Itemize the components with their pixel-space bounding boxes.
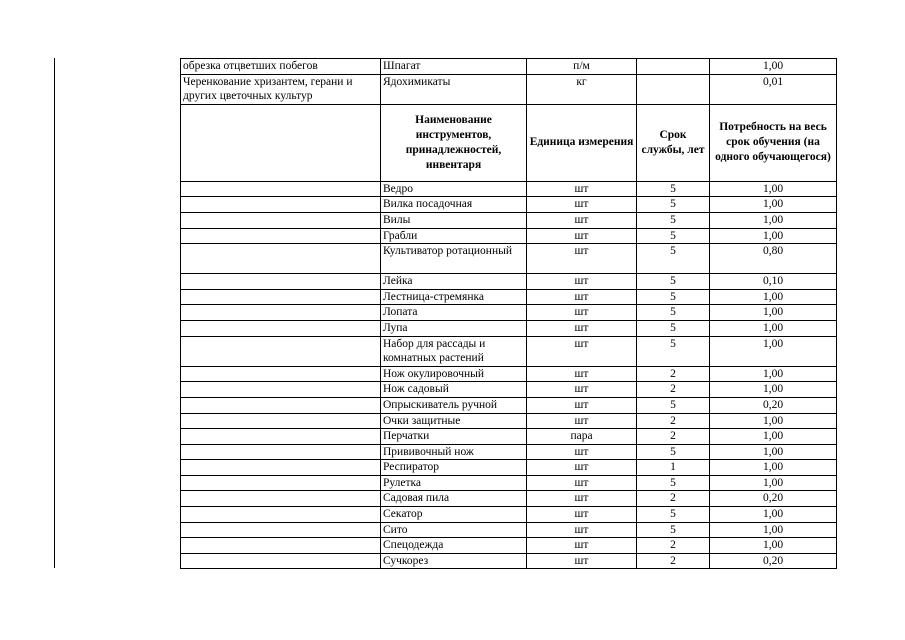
header-need: Потребность на весь срок обучения (на одного обучающегося) <box>710 104 837 181</box>
life-cell: 5 <box>637 336 710 366</box>
life-cell: 5 <box>637 444 710 460</box>
unit-cell: п/м <box>527 59 637 75</box>
need-cell: 1,00 <box>710 228 837 244</box>
life-cell: 2 <box>637 413 710 429</box>
item-name-cell: Сито <box>381 522 527 538</box>
life-cell: 5 <box>637 289 710 305</box>
item-name-cell: Очки защитные <box>381 413 527 429</box>
table-row <box>181 274 837 290</box>
item-name-cell: Респиратор <box>381 460 527 476</box>
need-cell: 0,20 <box>710 491 837 507</box>
life-cell: 2 <box>637 491 710 507</box>
life-cell: 1 <box>637 460 710 476</box>
unit-cell: шт <box>527 522 637 538</box>
item-name-cell: Лестница-стремянка <box>381 289 527 305</box>
item-name-cell: Рулетка <box>381 475 527 491</box>
table-header-row <box>181 104 837 181</box>
table-row <box>181 228 837 244</box>
unit-cell: шт <box>527 413 637 429</box>
need-cell: 1,00 <box>710 460 837 476</box>
table-row <box>181 522 837 538</box>
work-cell <box>181 382 381 398</box>
unit-cell: шт <box>527 197 637 213</box>
table-row <box>181 244 837 274</box>
work-cell <box>181 289 381 305</box>
work-cell <box>181 305 381 321</box>
unit-cell: шт <box>527 366 637 382</box>
life-cell: 2 <box>637 538 710 554</box>
work-cell <box>181 212 381 228</box>
life-cell: 5 <box>637 212 710 228</box>
unit-cell: шт <box>527 228 637 244</box>
need-cell: 1,00 <box>710 336 837 366</box>
item-name-cell: Набор для рассады и комнатных растений <box>381 336 527 366</box>
life-cell: 5 <box>637 305 710 321</box>
unit-cell: шт <box>527 553 637 569</box>
item-name-cell: Культиватор ротационный <box>381 244 527 274</box>
need-cell: 1,00 <box>710 289 837 305</box>
life-cell: 5 <box>637 507 710 523</box>
unit-cell: шт <box>527 444 637 460</box>
item-name-cell: Вилка посадочная <box>381 197 527 213</box>
table-row <box>181 197 837 213</box>
table-row <box>181 181 837 197</box>
unit-cell: пара <box>527 429 637 445</box>
table-row <box>181 212 837 228</box>
need-cell: 1,00 <box>710 382 837 398</box>
item-name-cell: Лейка <box>381 274 527 290</box>
need-cell: 1,00 <box>710 444 837 460</box>
need-cell: 0,10 <box>710 274 837 290</box>
empty-header-cell <box>181 104 381 181</box>
life-cell: 2 <box>637 366 710 382</box>
unit-cell: шт <box>527 336 637 366</box>
header-name: Наименование инструментов, принадлежностей, инвентаря <box>381 104 527 181</box>
table-row <box>181 366 837 382</box>
life-cell: 5 <box>637 397 710 413</box>
need-cell: 0,20 <box>710 553 837 569</box>
need-cell: 1,00 <box>710 59 837 75</box>
life-cell: 5 <box>637 320 710 336</box>
equipment-table <box>180 58 837 569</box>
item-name-cell: Нож окулировочный <box>381 366 527 382</box>
need-cell: 1,00 <box>710 181 837 197</box>
need-cell: 0,80 <box>710 244 837 274</box>
item-name-cell: Ведро <box>381 181 527 197</box>
unit-cell: шт <box>527 212 637 228</box>
table-row <box>181 320 837 336</box>
need-cell: 1,00 <box>710 366 837 382</box>
need-cell: 1,00 <box>710 429 837 445</box>
life-cell: 2 <box>637 429 710 445</box>
need-cell: 1,00 <box>710 197 837 213</box>
unit-cell: шт <box>527 320 637 336</box>
item-name-cell: Шпагат <box>381 59 527 75</box>
need-cell: 1,00 <box>710 538 837 554</box>
work-cell <box>181 553 381 569</box>
header-unit: Единица измерения <box>527 104 637 181</box>
header-life: Срок службы, лет <box>637 104 710 181</box>
item-name-cell: Садовая пила <box>381 491 527 507</box>
unit-cell: шт <box>527 475 637 491</box>
table-row <box>181 538 837 554</box>
work-cell <box>181 444 381 460</box>
item-name-cell: Лупа <box>381 320 527 336</box>
need-cell: 1,00 <box>710 212 837 228</box>
item-name-cell: Сучкорез <box>381 553 527 569</box>
need-cell: 1,00 <box>710 522 837 538</box>
table-row <box>181 289 837 305</box>
item-name-cell: Ядохимикаты <box>381 74 527 104</box>
life-cell <box>637 59 710 75</box>
table-row <box>181 444 837 460</box>
work-cell <box>181 522 381 538</box>
unit-cell: шт <box>527 397 637 413</box>
unit-cell: шт <box>527 274 637 290</box>
life-cell: 2 <box>637 382 710 398</box>
work-cell <box>181 244 381 274</box>
unit-cell: кг <box>527 74 637 104</box>
table-row <box>181 475 837 491</box>
life-cell: 2 <box>637 553 710 569</box>
work-cell <box>181 197 381 213</box>
life-cell: 5 <box>637 228 710 244</box>
table-row <box>181 305 837 321</box>
unit-cell: шт <box>527 460 637 476</box>
unit-cell: шт <box>527 289 637 305</box>
life-cell: 5 <box>637 244 710 274</box>
item-name-cell: Спецодежда <box>381 538 527 554</box>
need-cell: 1,00 <box>710 475 837 491</box>
item-name-cell: Прививочный нож <box>381 444 527 460</box>
unit-cell: шт <box>527 382 637 398</box>
work-cell <box>181 429 381 445</box>
need-cell: 1,00 <box>710 507 837 523</box>
work-cell: обрезка отцветших побегов <box>181 59 381 75</box>
work-cell <box>181 507 381 523</box>
table-row <box>181 397 837 413</box>
life-cell: 5 <box>637 274 710 290</box>
table-row <box>181 74 837 104</box>
need-cell: 0,01 <box>710 74 837 104</box>
item-name-cell: Перчатки <box>381 429 527 445</box>
need-cell: 1,00 <box>710 305 837 321</box>
work-cell <box>181 181 381 197</box>
work-cell <box>181 491 381 507</box>
need-cell: 1,00 <box>710 320 837 336</box>
unit-cell: шт <box>527 538 637 554</box>
work-cell <box>181 274 381 290</box>
table-row <box>181 336 837 366</box>
life-cell: 5 <box>637 181 710 197</box>
item-name-cell: Лопата <box>381 305 527 321</box>
item-name-cell: Вилы <box>381 212 527 228</box>
life-cell: 5 <box>637 475 710 491</box>
work-cell <box>181 460 381 476</box>
item-name-cell: Грабли <box>381 228 527 244</box>
unit-cell: шт <box>527 491 637 507</box>
table-row <box>181 429 837 445</box>
work-cell <box>181 228 381 244</box>
work-cell <box>181 366 381 382</box>
need-cell: 1,00 <box>710 413 837 429</box>
work-cell <box>181 413 381 429</box>
unit-cell: шт <box>527 244 637 274</box>
page-margin-line <box>54 58 55 568</box>
need-cell: 0,20 <box>710 397 837 413</box>
unit-cell: шт <box>527 507 637 523</box>
life-cell <box>637 74 710 104</box>
table-row <box>181 59 837 75</box>
unit-cell: шт <box>527 305 637 321</box>
work-cell <box>181 475 381 491</box>
table-row <box>181 491 837 507</box>
life-cell: 5 <box>637 197 710 213</box>
life-cell: 5 <box>637 522 710 538</box>
table-row <box>181 507 837 523</box>
table-row <box>181 413 837 429</box>
work-cell <box>181 538 381 554</box>
unit-cell: шт <box>527 181 637 197</box>
work-cell <box>181 336 381 366</box>
work-cell <box>181 320 381 336</box>
work-cell <box>181 397 381 413</box>
work-cell: Черенкование хризантем, герани и других цветочных культур <box>181 74 381 104</box>
table-row <box>181 382 837 398</box>
item-name-cell: Нож садовый <box>381 382 527 398</box>
item-name-cell: Опрыскиватель ручной <box>381 397 527 413</box>
table-row <box>181 553 837 569</box>
item-name-cell: Секатор <box>381 507 527 523</box>
table-row <box>181 460 837 476</box>
